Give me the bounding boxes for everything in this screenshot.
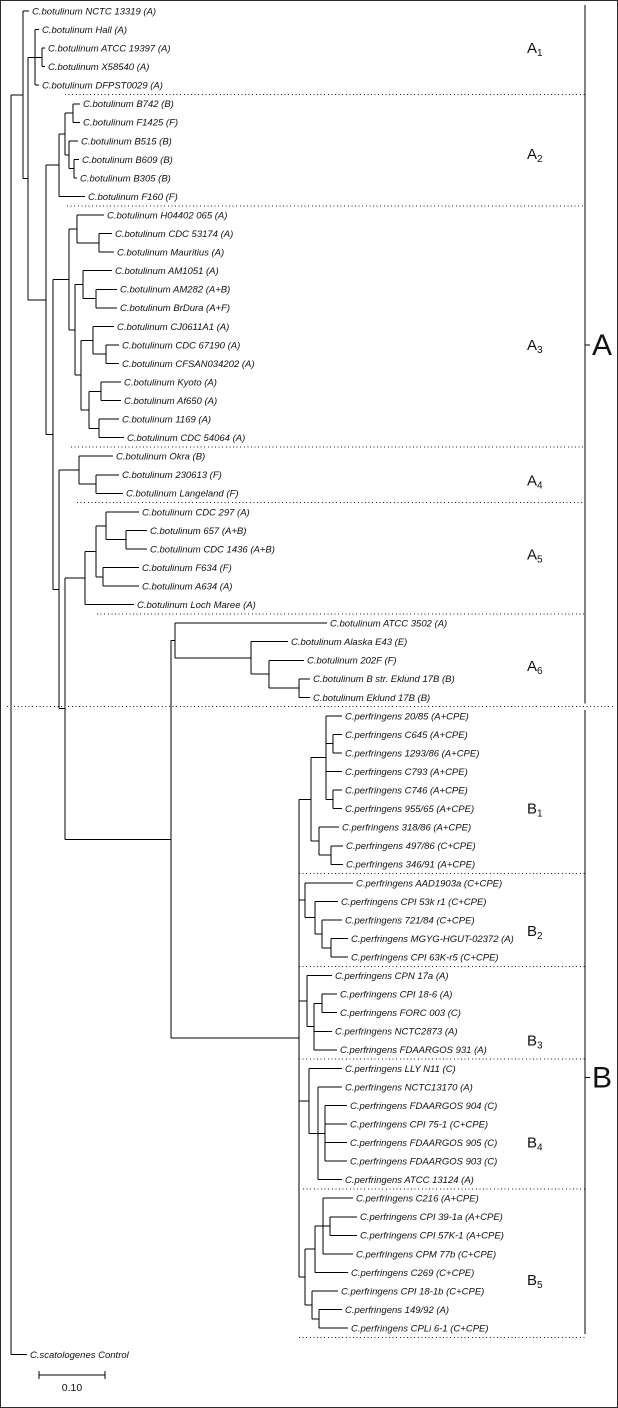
taxon-label: C.botulinum Okra (B) [116,451,206,463]
taxon-label: C.botulinum B str. Eklund 17B (B) [313,674,455,686]
taxon-label: C.botulinum H04402 065 (A) [107,210,228,222]
group-label-A4 [527,472,543,491]
taxon-label: C.botulinum 230613 (F) [122,470,222,482]
taxon-label: C.perfringens 955/65 (A+CPE) [345,804,475,816]
taxon-label: C.botulinum 657 (A+B) [150,525,247,537]
group-label-B4 [527,1135,543,1154]
taxon-label: C.botulinum NCTC 13319 (A) [32,6,157,18]
taxon-label: C.botulinum CJ0611A1 (A) [117,321,230,333]
group-label-main: A [527,336,538,354]
taxon-label: C.botulinum A634 (A) [142,581,233,593]
taxon-label: C.botulinum CDC 53174 (A) [115,229,234,240]
taxon-label: C.perfringens AAD1903a (C+CPE) [356,878,503,890]
taxon-label: C.botulinum F634 (F) [142,562,232,574]
taxon-label: C.perfringens NCTC13170 (A) [345,1082,473,1094]
taxon-label: C.perfringens 149/92 (A) [345,1304,450,1316]
taxon-label: C.botulinum 202F (F) [307,655,397,667]
taxon-label: C.botulinum 1169 (A) [122,414,212,426]
clade-label-B: B [592,1061,613,1095]
taxon-label: C.perfringens FDAARGOS 903 (C) [350,1156,498,1168]
taxon-label: C.botulinum CDC 297 (A) [142,507,250,519]
group-label-A2 [527,146,543,165]
taxon-label: C.perfringens FDAARGOS 905 (C) [350,1137,498,1149]
group-label-main: A [527,40,538,58]
group-label-A1 [527,40,543,59]
group-label-main: B [527,800,538,818]
group-label-main: B [527,1134,538,1152]
group-label-A5 [527,547,543,566]
taxon-label: C.botulinum B305 (B) [80,173,171,185]
taxon-label: C.botulinum Loch Maree (A) [137,600,256,611]
group-label-A6 [527,658,543,677]
group-label-main: B [527,923,538,941]
group-label-B5 [527,1272,543,1291]
taxon-label: C.perfringens C793 (A+CPE) [345,766,468,778]
taxon-label: C.perfringens CPI 18-1b (C+CPE) [341,1286,485,1298]
group-label-sub: 1 [537,808,543,820]
taxon-label: C.botulinum B609 (B) [82,154,173,166]
group-label-sub: 4 [537,1142,543,1154]
group-label-sub: 2 [537,153,543,165]
taxon-label: C.perfringens C216 (A+CPE) [356,1193,479,1205]
group-label-main: A [527,546,538,564]
group-label-sub: 2 [537,931,543,943]
group-label-sub: 3 [537,1040,543,1052]
taxon-label: C.perfringens CPI 63K-r5 (C+CPE) [351,952,499,964]
taxon-label: C.perfringens CPM 77b (C+CPE) [356,1249,497,1261]
taxon-label: C.botulinum DFPST0029 (A) [42,80,163,92]
taxon-label: C.botulinum ATCC 3502 (A) [330,618,448,630]
taxon-label: C.perfringens NCTC2873 (A) [335,1026,458,1038]
group-label-main: A [527,472,538,490]
taxon-label: C.botulinum AM282 (A+B) [120,284,231,296]
group-label-B3 [527,1033,543,1052]
taxon-label: C.botulinum CDC 54064 (A) [127,433,246,445]
taxon-label: C.botulinum Langeland (F) [126,488,239,500]
group-label-A3 [527,337,543,356]
taxon-label: C.perfringens 721/84 (C+CPE) [345,915,475,927]
scale-bar-label: 0.10 [61,1382,83,1394]
taxon-label: C.botulinum Hall (A) [42,24,127,36]
taxon-label: C.perfringens CPI 53k r1 (C+CPE) [341,896,487,908]
taxon-label: C.botulinum F1425 (F) [83,117,179,129]
taxon-label: C.perfringens FDAARGOS 931 (A) [340,1045,487,1057]
taxon-label: C.perfringens CPI 18-6 (A) [340,989,453,1001]
group-label-sub: 5 [537,554,543,566]
taxon-label: C.scatologenes Control [30,1350,129,1361]
taxon-label: C.botulinum Alaska E43 (E) [291,637,408,649]
taxon-label: C.botulinum AM1051 (A) [115,266,219,278]
taxon-label: C.botulinum X58540 (A) [48,62,150,74]
taxon-label: C.botulinum CDC 1436 (A+B) [150,544,275,556]
taxon-label: C.perfringens 497/86 (C+CPE) [346,841,476,853]
taxon-label: C.botulinum B742 (B) [83,99,174,111]
group-label-main: A [527,657,538,675]
taxon-label: C.perfringens FORC 003 (C) [340,1008,461,1020]
taxon-label: C.botulinum F160 (F) [88,191,178,203]
taxon-label: C.botulinum Mauritius (A) [117,247,225,259]
taxon-label: C.botulinum Kyoto (A) [124,377,217,389]
taxon-label: C.botulinum Eklund 17B (B) [313,692,431,704]
taxon-label: C.botulinum B515 (B) [81,136,172,148]
group-label-sub: 5 [537,1279,543,1291]
taxon-label: C.perfringens LLY N11 (C) [345,1063,456,1075]
group-label-sub: 4 [537,480,543,492]
taxon-label: C.botulinum Af650 (A) [124,395,218,407]
clade-label-A: A [592,328,613,362]
taxon-label: C.perfringens 318/86 (A+CPE) [342,822,472,834]
group-label-B1 [527,801,543,820]
taxon-label: C.botulinum CFSAN034202 (A) [122,358,255,370]
taxon-label: C.botulinum BrDura (A+F) [120,303,231,315]
taxon-label: C.perfringens CPN 17a (A) [335,971,449,982]
taxon-label: C.perfringens CPI 75-1 (C+CPE) [350,1119,489,1131]
taxon-label: C.perfringens FDAARGOS 904 (C) [350,1100,498,1112]
group-label-sub: 6 [537,665,543,677]
taxon-label: C.perfringens 1293/86 (A+CPE) [345,748,480,760]
taxon-label: C.perfringens MGYG-HGUT-02372 (A) [351,933,514,945]
group-label-main: A [527,145,538,163]
phylogenetic-tree-canvas [1,1,618,1408]
group-label-main: B [527,1271,538,1289]
taxon-label: C.perfringens C645 (A+CPE) [345,729,468,741]
taxon-label: C.perfringens 346/91 (A+CPE) [346,859,476,871]
taxon-label: C.perfringens CPLi 6-1 (C+CPE) [351,1323,489,1335]
group-label-main: B [527,1032,538,1050]
taxon-label: C.perfringens 20/85 (A+CPE) [345,711,469,723]
taxon-label: C.perfringens C746 (A+CPE) [345,785,468,797]
group-label-sub: 1 [537,48,543,60]
taxon-label: C.botulinum ATCC 19397 (A) [48,43,171,55]
taxon-label: C.perfringens ATCC 13124 (A) [345,1175,474,1187]
taxon-label: C.perfringens C269 (C+CPE) [351,1267,475,1279]
taxon-label: C.perfringens CPI 57K-1 (A+CPE) [360,1230,504,1242]
taxon-label: C.perfringens CPI 39-1a (A+CPE) [360,1212,503,1224]
group-label-B2 [527,923,543,942]
group-label-sub: 3 [537,344,543,356]
taxon-label: C.botulinum CDC 67190 (A) [122,340,241,352]
